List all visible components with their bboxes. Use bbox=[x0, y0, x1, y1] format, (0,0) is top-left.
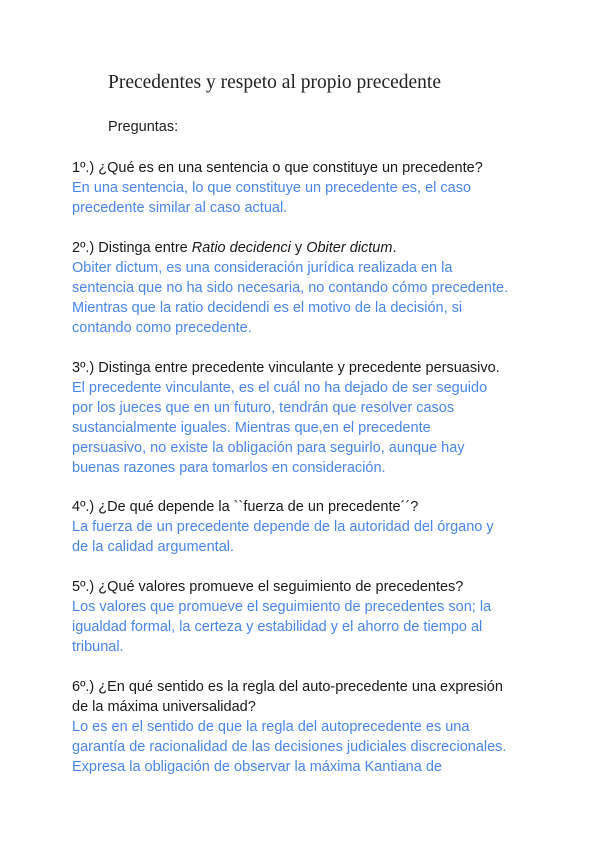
answer-1-line-2: precedente similar al caso actual. bbox=[72, 200, 288, 216]
answer-4-line-1: La fuerza de un precedente depende de la autoridad del órgano y bbox=[72, 519, 494, 535]
answer-3-line-2: por los jueces que en un futuro, tendrán que resolver casos bbox=[72, 400, 455, 416]
answer-5-line-2: igualdad formal, la certeza y estabilidad y el ahorro de tiempo al bbox=[72, 619, 483, 635]
question-2-term-obiter: Obiter dictum bbox=[306, 240, 393, 256]
question-3: 3º.) Distinga entre precedente vinculante y precedente persuasivo. bbox=[72, 360, 500, 376]
question-6-line-1: 6º.) ¿En qué sentido es la regla del auto-precedente una expresión bbox=[72, 679, 503, 695]
question-2-prefix: 2º.) Distinga entre bbox=[72, 240, 192, 256]
answer-4-line-2: de la calidad argumental. bbox=[72, 539, 235, 555]
question-2-mid: y bbox=[290, 240, 307, 256]
question-2-suffix: . bbox=[392, 240, 397, 256]
answer-2-line-2: sentencia que no ha sido necesaria, no contando cómo precedente. bbox=[72, 280, 509, 296]
answer-5-line-3: tribunal. bbox=[72, 639, 124, 655]
qa-block-1 bbox=[72, 158, 542, 218]
page-title: Precedentes y respeto al propio precedente bbox=[108, 72, 441, 93]
answer-1-line-1: En una sentencia, lo que constituye un precedente es, el caso bbox=[72, 180, 472, 196]
question-6-line-2: de la máxima universalidad? bbox=[72, 699, 256, 715]
question-2-term-ratio: Ratio decidenci bbox=[191, 240, 291, 256]
answer-6-line-2: garantía de racionalidad de las decisiones judiciales discrecionales. bbox=[72, 739, 507, 755]
qa-block-4 bbox=[72, 497, 542, 557]
qa-block-6 bbox=[72, 677, 542, 777]
answer-2-line-3: Mientras que la ratio decidendi es el motivo de la decisión, si bbox=[72, 300, 463, 316]
answer-2-line-4: contando como precedente. bbox=[72, 320, 252, 336]
answer-3-line-1: El precedente vinculante, es el cuál no ha dejado de ser seguido bbox=[72, 380, 488, 396]
answer-3-line-5: buenas razones para tomarlos en consideración. bbox=[72, 460, 386, 476]
answer-3-line-3: sustancialmente iguales. Mientras que,en el precedente bbox=[72, 420, 431, 436]
answer-3-line-4: persuasivo, no existe la obligación para seguirlo, aunque hay bbox=[72, 440, 465, 456]
subtitle: Preguntas: bbox=[108, 119, 179, 135]
answer-2-line-1: Obiter dictum, es una consideración jurídica realizada en la bbox=[72, 260, 453, 276]
qa-block-5 bbox=[72, 577, 542, 657]
qa-block-3 bbox=[72, 358, 542, 478]
question-1: 1º.) ¿Qué es en una sentencia o que constituye un precedente? bbox=[72, 160, 483, 176]
answer-6-line-1: Lo es en el sentido de que la regla del autoprecedente es una bbox=[72, 719, 470, 735]
question-4: 4º.) ¿De qué depende la ``fuerza de un precedente´´? bbox=[72, 499, 419, 515]
answer-5-line-1: Los valores que promueve el seguimiento de precedentes son; la bbox=[72, 599, 492, 615]
question-2 bbox=[72, 238, 542, 258]
qa-block-2 bbox=[72, 238, 542, 338]
answer-6-line-3: Expresa la obligación de observar la máxima Kantiana de bbox=[72, 759, 442, 775]
question-5: 5º.) ¿Qué valores promueve el seguimiento de precedentes? bbox=[72, 579, 464, 595]
